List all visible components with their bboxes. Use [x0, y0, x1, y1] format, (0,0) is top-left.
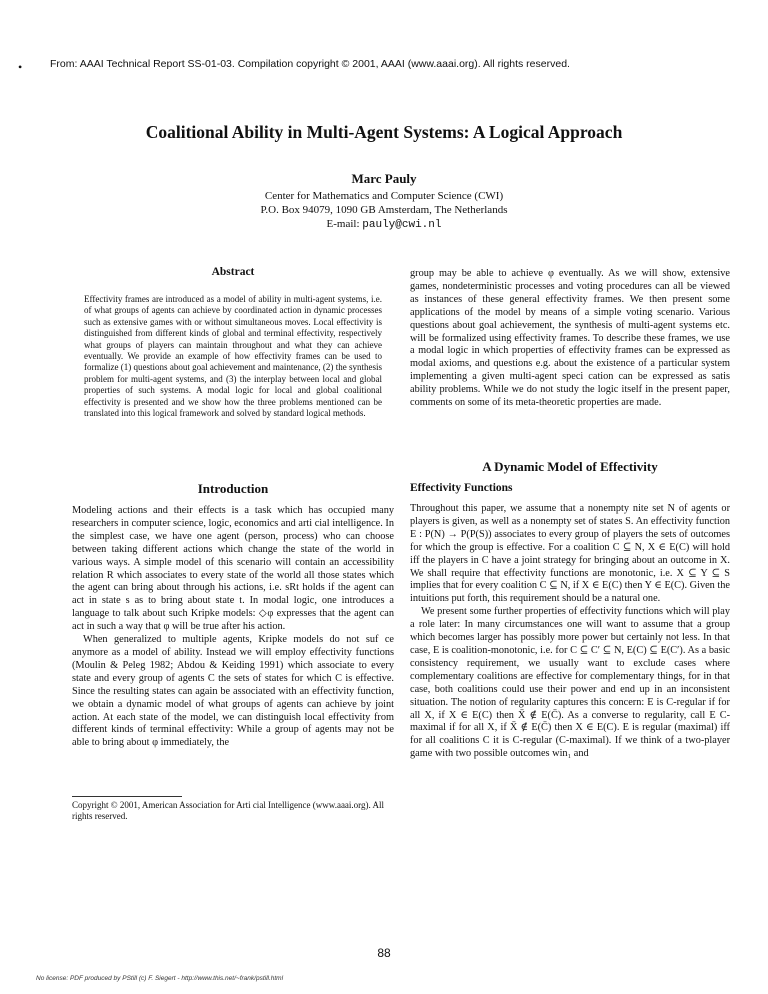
page-number: 88 — [377, 946, 391, 960]
introduction-heading: Introduction — [197, 481, 269, 496]
author-name: Marc Pauly — [351, 171, 417, 186]
footnote-rule — [72, 796, 182, 797]
license-footer: No license: PDF produced by PStill (c) F. Siegert - http://www.this.net/~frank/pstill.html — [36, 975, 284, 982]
right-column-continuation: group may be able to achieve φ eventually. As we will show, extensive games, nondeterministic processes and voting procedures can all be viewed as instances of these general effectivity frames. We then present some applications of the model by means of a simple voting scenario. Various questions about goal achievement, the synthesis of multi-agent systems etc. will be formalized using effectivity frames. To describe these frames, we use a modal logic in which properties of effectivity frames can be expressed as modal axioms, and questions e.g. about the existence of a particular system implementing a given multi-agent speci cation can be expressed as satis ability problems. While we do not study the logic itself in the present paper, comments on some of its meta-theoretic properties are made. — [410, 268, 730, 409]
introduction-paragraph-2: When generalized to multiple agents, Kripke models do not suf ce anymore as a model of ability. Instead we will employ effectivity functions (Moulin & Peleg 1982; Abdou & Keiding 1991) which associate to every state and every group of agents C the sets of states for which C is effective. Since the resulting states can again be associated with an effectivity function, we obtain a dynamic model of what groups of agents can achieve by joint action. At each state of the model, we can distinguish local effectivity from different kinds of terminal effectivity: While a group of agents may not be able to bring about φ immediately, the — [72, 634, 394, 749]
introduction-section — [72, 481, 394, 750]
effectivity-functions-body — [410, 503, 730, 761]
email-label: E-mail: — [326, 218, 363, 230]
abstract-section — [72, 266, 394, 419]
paper-title: Coalitional Ability in Multi-Agent Systems: A Logical Approach — [145, 122, 623, 142]
dynamic-model-heading: A Dynamic Model of Effectivity — [482, 459, 658, 474]
email-line — [0, 217, 768, 232]
copyright-footnote: Copyright © 2001, American Association for Arti cial Intelligence (www.aaai.org). All rights reserved. — [72, 800, 385, 822]
effectivity-paragraph-1: Throughout this paper, we assume that a nonempty nite set N of agents or players is given, as well as a nonempty set of states S. An effectivity function E : P(N) → P(P(S)) associates to every group of players the sets of outcomes for which the group is effective. For a coalition C ⊆ N, X ∈ E(C) will hold iff the players in C have a joint strategy for bringing about an outcome in X. We shall require that effectivity functions are monotonic, i.e. X ⊆ Y ⊆ S implies that for every coalition C ⊆ N, if X ∈ E(C) then Y ∈ E(C). Given the intuitions put forth, this requirement should be a natural one. — [410, 503, 730, 605]
introduction-body — [72, 505, 394, 750]
source-header: From: AAAI Technical Report SS-01-03. Compilation copyright © 2001, AAAI (www.aaai.org). All rights reserved. — [50, 58, 570, 70]
affiliation — [0, 189, 768, 232]
introduction-paragraph-1: Modeling actions and their effects is a task which has occupied many researchers in computer science, logic, economics and arti cial intelligence. In the simplest case, we have one agent (person, process) who can choose between taking different actions which change the state of the world in various ways. A simple model of this scenario will contain an accessibility relation R which associates to every state of the world all those states which the agent can bring about through his actions, i.e. sRt holds if the agent can act in state s as to bring about state t. In modal logic, one introduces a language to talk about such Kripke models: ◇φ expresses that the agent can act in such a way that φ will be true after his action. — [72, 505, 394, 633]
affiliation-line-2: P.O. Box 94079, 1090 GB Amsterdam, The Netherlands — [260, 204, 508, 216]
effectivity-paragraph-2: We present some further properties of effectivity functions which will play a role later: In many circumstances one will want to assume that a group which becomes larger has possibly more power but certainly not less. In that case, E is coalition-monotonic, i.e. for C ⊆ C′ ⊆ N, E(C) ⊆ E(C′). As a basic consistency requirement, we usually want to exclude cases where complementary coalitions are effective for complementary things, for in that case, both coalitions could use their power and end up in an inconsistent situation. The notion of regularity captures this concern: E is C-regular if for all X, if X ∈ E(C) then X̄ ∉ E(C̄). As a converse to regularity, call E C-maximal if for all X, if X̄ ∉ E(C̄) then X ∈ E(C). E is regular (maximal) iff for all coalitions C it is C-regular (C-maximal). If we think of a two-player game with two possible outcomes win₁ and — [410, 606, 730, 760]
abstract-heading: Abstract — [211, 266, 255, 278]
affiliation-line-1: Center for Mathematics and Computer Science (CWI) — [264, 190, 504, 202]
stray-dot: • — [18, 60, 23, 74]
email-address: pauly@cwi.nl — [362, 219, 442, 231]
abstract-body: Effectivity frames are introduced as a model of ability in multi-agent systems, i.e. of what groups of agents can achieve by coordinated action in dynamic processes such as extensive games with or without simultaneous moves. Local effectivity is distinguished from different kinds of global and terminal effectivity, respectively what groups of players can maintain throughout and what they can achieve eventually. We provide an example of how effectivity frames can be used to formalize (1) questions about goal achievement and maintenance, (2) the synthesis problem for multi-agent systems, and (3) the interplay between local and global properties of such systems. A modal logic for local and global coalitional effectivity is presented and we show how the three problems mentioned can be translated into this logical framework and solved by standard logical methods. — [84, 294, 382, 419]
effectivity-functions-heading: Effectivity Functions — [410, 482, 513, 494]
